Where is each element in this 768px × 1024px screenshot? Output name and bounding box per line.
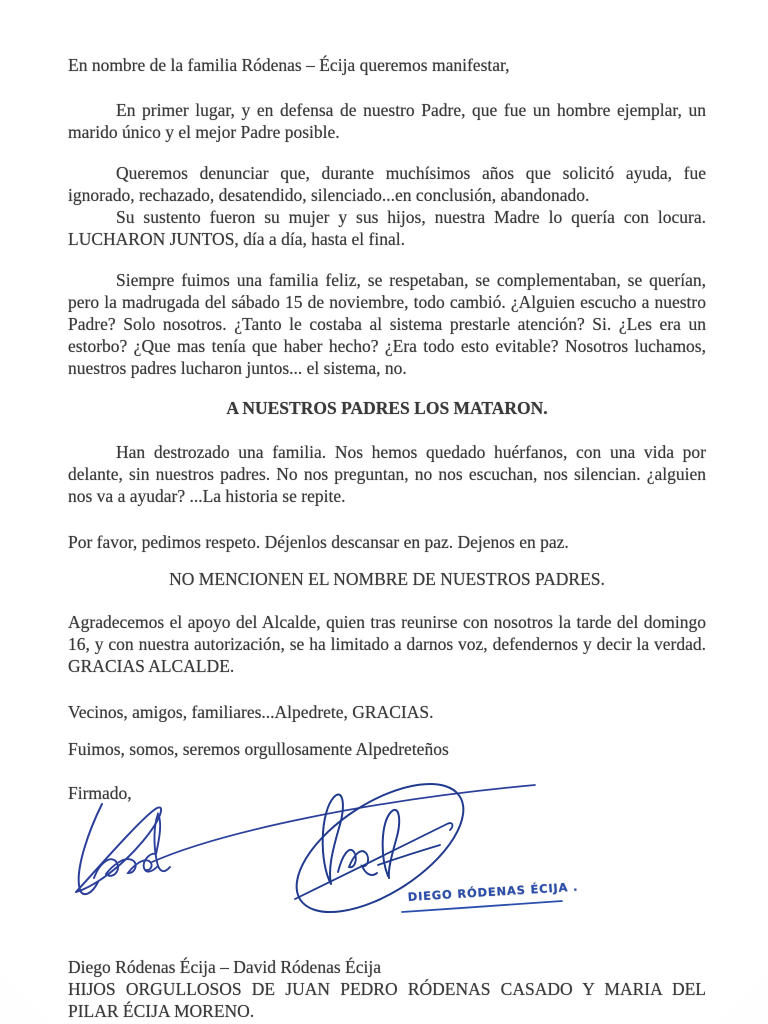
- paragraph-vecinos: Vecinos, amigos, familiares...Alpedrete, GRACIAS.: [68, 702, 434, 722]
- paragraph-sustento: Su sustento fueron su mujer y sus hijos, nuestra Madre lo quería con locura. LUCHARON JUNTOS, día a día, hasta el final.: [68, 207, 706, 249]
- paragraph-defensa: En primer lugar, y en defensa de nuestro Padre, que fue un hombre ejemplar, un marido único y el mejor Padre posible.: [68, 100, 706, 142]
- footer-names-block: [68, 956, 706, 1022]
- paragraph-alcalde: Agradecemos el apoyo del Alcalde, quien tras reunirse con nosotros la tarde del domingo 16, y con nuestra autorización, se ha limitado a darnos voz, defendernos y decir la verdad. GRACIAS ALCALDE.: [68, 612, 706, 676]
- paragraph-orgullo: Fuimos, somos, seremos orgullosamente Alpedreteños: [68, 739, 449, 759]
- paragraph-denuncia: Queremos denunciar que, durante muchísimos años que solicitó ayuda, fue ignorado, rechazado, desatendido, silenciado...en conclusión, abandonado.: [68, 163, 706, 205]
- diego-caption-text: DIEGO RÓDENAS ÉCIJA .: [407, 879, 579, 904]
- opening-line: En nombre de la familia Ródenas – Écija queremos manifestar,: [68, 55, 510, 75]
- footer-names-line: Diego Ródenas Écija – David Ródenas Écija: [68, 957, 381, 977]
- signature-area-spacer: [68, 804, 706, 956]
- footer-dedication-line: HIJOS ORGULLOSOS DE JUAN PEDRO RÓDENAS CASADO Y MARIA DEL PILAR ÉCIJA MORENO.: [68, 979, 706, 1021]
- paragraph-familia: Siempre fuimos una familia feliz, se respetaban, se complementaban, se querían, pero la madrugada del sábado 15 de noviembre, todo cambió. ¿Alguien escucho a nuestro Padre? Solo nosotros. ¿Tanto le costaba al sistema prestarle atención? Si. ¿Les era un estorbo? ¿Que mas tenía que haber hecho? ¿Era todo esto evitable? Nosotros luchamos, nuestros padres lucharon juntos... el sistema, no.: [68, 270, 706, 378]
- paragraph-huerfanos: Han destrozado una familia. Nos hemos quedado huérfanos, con una vida por delante, sin nuestros padres. No nos preguntan, no nos escuchan, nos silencian. ¿alguien nos va a ayudar? ...La historia se repite.: [68, 442, 706, 506]
- paragraph-respeto: Por favor, pedimos respeto. Déjenlos descansar en paz. Dejenos en paz.: [68, 532, 569, 552]
- signed-label: Firmado,: [68, 783, 132, 803]
- heading-no-mencionen: NO MENCIONEN EL NOMBRE DE NUESTROS PADRES.: [169, 569, 605, 589]
- heading-mataron: A NUESTROS PADRES LOS MATARON.: [226, 398, 548, 418]
